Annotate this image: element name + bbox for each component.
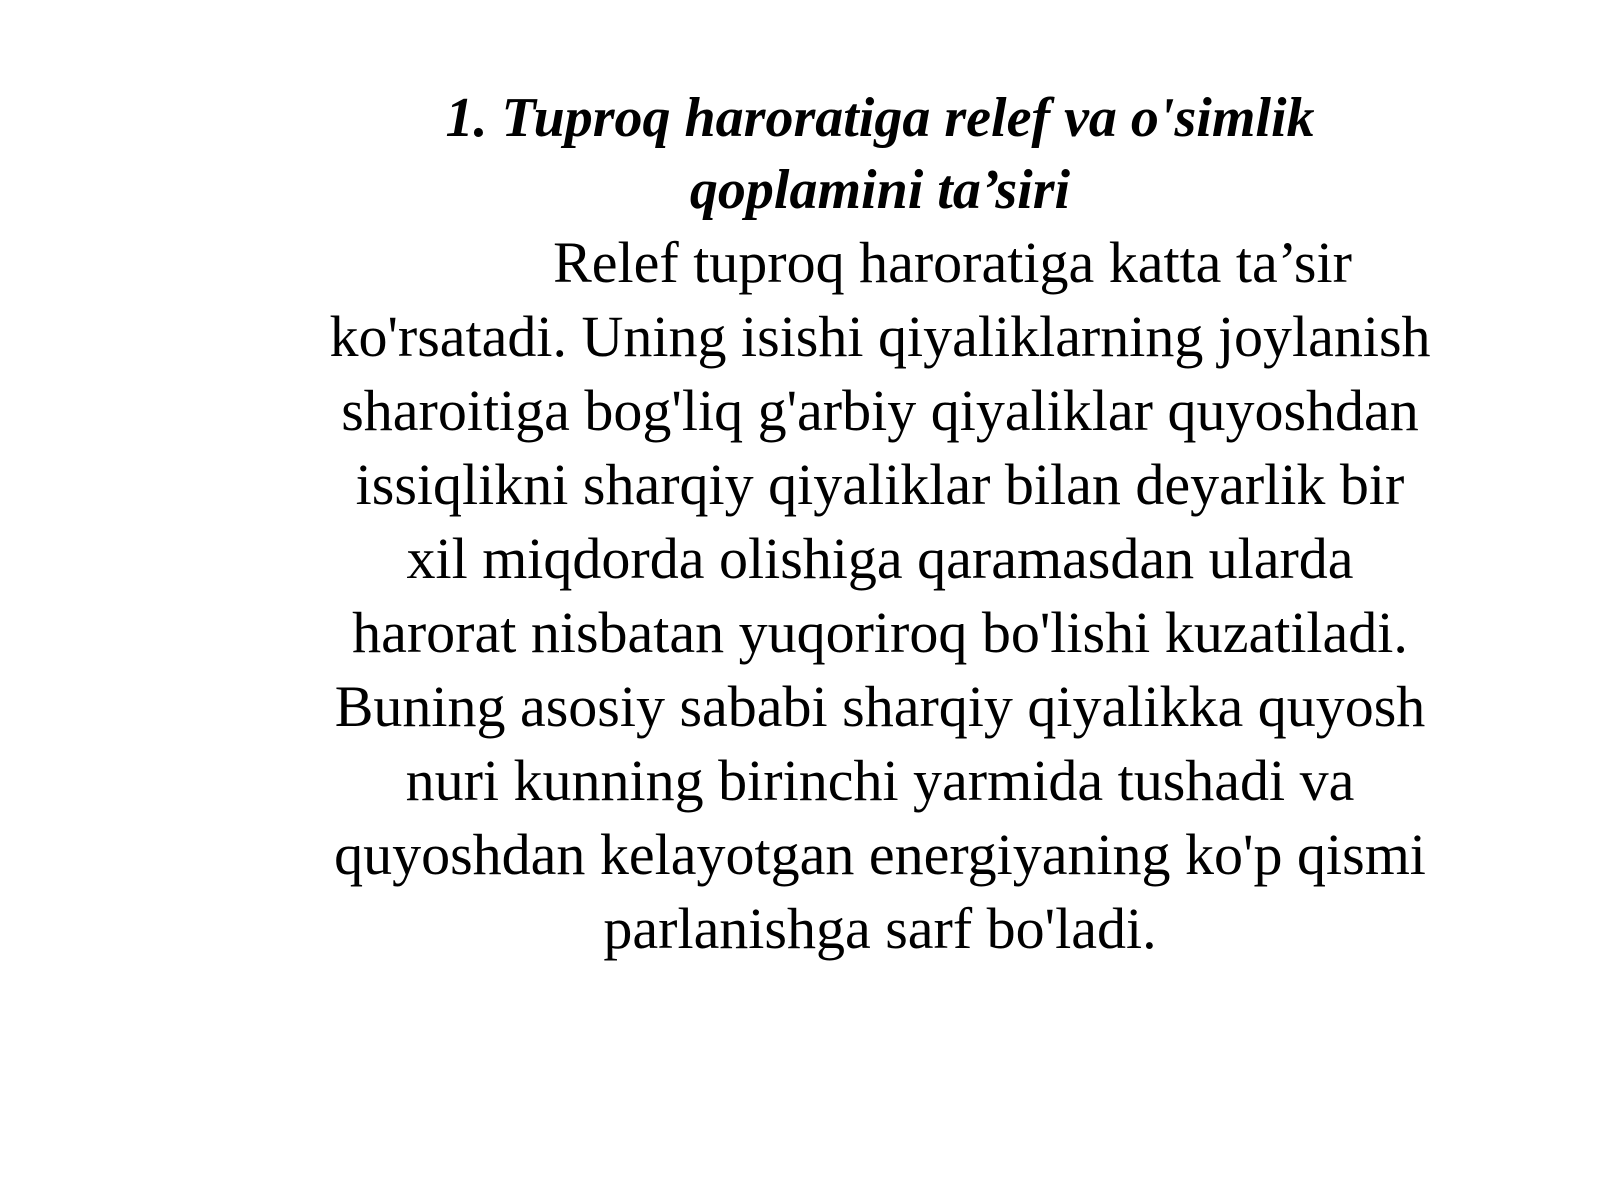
body-line: parlanishga sarf bo'ladi.	[603, 896, 1157, 961]
body-line: Relef tuproq haroratiga katta ta’sir	[408, 230, 1352, 295]
body-line: harorat nisbatan yuqoriroq bo'lishi kuzatiladi.	[352, 600, 1408, 665]
body-line: ko'rsatadi. Uning isishi qiyaliklarning joylanish	[329, 304, 1431, 369]
heading-line: 1. Tuproq haroratiga relef va o'sіmlik	[445, 87, 1315, 149]
body-line: quyoshdan kelayotgan energiyaning ko'p qismi	[334, 822, 1426, 887]
body-line: xil miqdorda olishiga qaramasdan ularda	[406, 526, 1354, 591]
body-line: sharoitiga bog'liq g'arbiy qiyaliklar quyoshdan	[341, 378, 1419, 443]
slide-heading	[270, 82, 1490, 226]
body-line: nuri kunning birinchi yarmida tushadi va	[405, 748, 1355, 813]
heading-line: qoplamini ta’siri	[689, 159, 1071, 221]
slide-body-paragraph	[270, 226, 1490, 966]
slide-text-block	[270, 82, 1490, 966]
body-line: Buning asosiy sababi sharqiy qiyalikka quyosh	[334, 674, 1426, 739]
body-line: issiqlikni sharqiy qiyaliklar bilan deyarlik bir	[355, 452, 1405, 517]
